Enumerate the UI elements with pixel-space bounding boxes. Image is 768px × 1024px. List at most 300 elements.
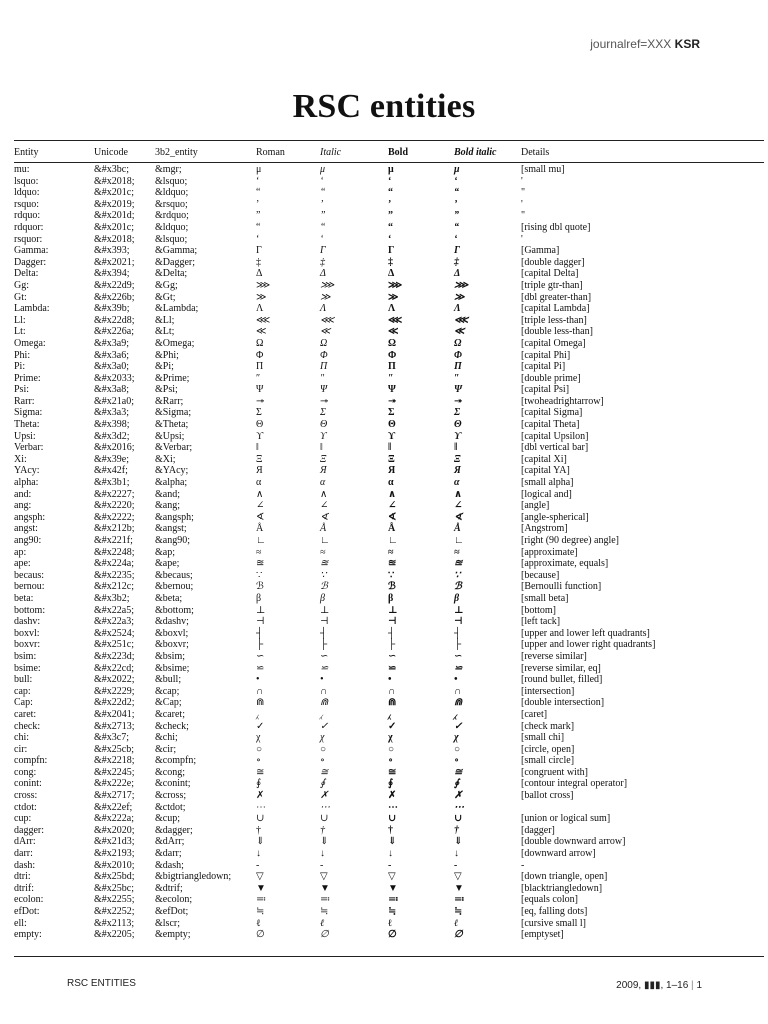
roman-glyph: “	[256, 221, 261, 233]
italic-glyph: Ω	[320, 337, 328, 349]
unicode-cell: &#x2713;	[94, 720, 135, 732]
b2-entity-cell: &Gamma;	[155, 245, 198, 257]
entity-cell: rsquo:	[14, 198, 39, 210]
details-cell: '	[521, 175, 523, 187]
italic-glyph: ‘	[320, 233, 324, 245]
b2-entity-cell: &check;	[155, 720, 189, 732]
italic-glyph: ‘	[320, 175, 324, 187]
details-cell: [double dagger]	[521, 256, 585, 268]
roman-glyph: ⋍	[256, 662, 265, 674]
roman-glyph: μ	[256, 164, 262, 175]
italic-glyph: ▼	[320, 882, 330, 894]
unicode-cell: &#x2022;	[94, 674, 135, 686]
entity-cell: bsim:	[14, 650, 37, 662]
italic-glyph: β	[320, 592, 325, 604]
b2-entity-cell: &empty;	[155, 929, 191, 941]
bold-italic-glyph: ‘	[454, 233, 458, 245]
bold-glyph: ⋯	[388, 801, 398, 813]
unicode-cell: &#x3a3;	[94, 407, 129, 419]
table-row	[0, 396, 768, 408]
table-header	[0, 145, 768, 159]
roman-glyph: ○	[256, 743, 263, 755]
entity-cell: boxvl:	[14, 627, 40, 639]
table-row	[0, 210, 768, 222]
unicode-cell: &#x2218;	[94, 755, 135, 767]
bold-glyph: ”	[388, 210, 393, 222]
roman-glyph: ▽	[256, 871, 264, 883]
unicode-cell: &#x201c;	[94, 221, 134, 233]
details-cell: [capital Phi]	[521, 349, 571, 361]
roman-glyph: ⊥	[256, 604, 266, 616]
bold-glyph: ≪	[388, 326, 399, 338]
unicode-cell: &#x2033;	[94, 372, 135, 384]
unicode-cell: &#x25bd;	[94, 871, 135, 883]
entity-cell: Upsi:	[14, 430, 36, 442]
b2-entity-cell: &bernou;	[155, 581, 194, 593]
b2-entity-cell: &angst;	[155, 523, 187, 535]
bold-italic-glyph: Δ	[454, 268, 461, 280]
details-cell: [circle, open]	[521, 743, 575, 755]
details-cell: [upper and lower right quadrants]	[521, 639, 656, 651]
table-row	[0, 929, 768, 941]
entity-cell: rdquor:	[14, 221, 44, 233]
b2-entity-cell: &Rarr;	[155, 395, 184, 407]
entity-cell: angst:	[14, 523, 38, 535]
details-cell: [capital YA]	[521, 465, 570, 477]
table-row	[0, 373, 768, 385]
roman-glyph: ≅	[256, 766, 265, 778]
entity-cell: Gg:	[14, 279, 29, 291]
italic-glyph: •	[320, 674, 324, 686]
footer-citation	[616, 980, 702, 991]
unicode-cell: &#x2205;	[94, 929, 135, 941]
entity-cell: ldquo:	[14, 187, 40, 199]
unicode-cell: &#x221f;	[94, 535, 133, 546]
unicode-cell: &#x3bc;	[94, 164, 129, 175]
bold-italic-glyph: ”	[454, 210, 459, 222]
italic-glyph: ∧	[320, 488, 328, 500]
entity-cell: dashv:	[14, 616, 41, 628]
roman-glyph: ∧	[256, 488, 264, 500]
unicode-cell: &#x2018;	[94, 233, 135, 245]
details-cell: [downward arrow]	[521, 848, 596, 860]
b2-entity-cell: &cong;	[155, 766, 185, 778]
details-cell: [upper and lower left quadrants]	[521, 627, 650, 639]
bold-glyph: ┤	[388, 627, 396, 639]
details-cell: [capital Sigma]	[521, 407, 583, 419]
bold-glyph: β	[388, 592, 394, 604]
table-row	[0, 674, 768, 686]
italic-glyph: ○	[320, 743, 327, 755]
italic-glyph: ∩	[320, 685, 328, 697]
italic-glyph: Σ	[320, 407, 326, 419]
bold-glyph: α	[388, 477, 394, 489]
details-cell: '	[521, 233, 523, 245]
details-cell: [intersection]	[521, 685, 575, 697]
bold-italic-glyph: χ	[454, 732, 459, 744]
roman-glyph: †	[256, 824, 261, 836]
table-row	[0, 593, 768, 605]
unicode-cell: &#x42f;	[94, 465, 128, 477]
italic-glyph: ”	[320, 210, 326, 222]
unicode-cell: &#x394;	[94, 268, 130, 280]
bold-italic-glyph: ⊥	[454, 604, 464, 616]
roman-glyph: ″	[256, 372, 261, 384]
entity-cell: ctdot:	[14, 801, 37, 813]
entity-cell: bsime:	[14, 662, 41, 674]
details-cell: [small beta]	[521, 592, 569, 604]
entity-cell: caret:	[14, 708, 37, 720]
italic-glyph: ϒ	[320, 430, 327, 442]
b2-entity-cell: &conint;	[155, 778, 191, 790]
italic-glyph: ⋘	[320, 314, 335, 326]
b2-entity-cell: &lsquo;	[155, 175, 188, 187]
unicode-cell: &#x2235;	[94, 569, 135, 581]
bold-italic-glyph: Θ	[454, 419, 462, 431]
bold-glyph: ≈	[388, 546, 394, 558]
italic-glyph: ⋙	[320, 279, 335, 291]
bold-italic-glyph: ϒ	[454, 430, 462, 442]
bold-italic-glyph: ∘	[454, 755, 460, 767]
bold-italic-glyph: ‡	[454, 256, 459, 268]
details-cell: [blacktriangledown]	[521, 882, 603, 894]
bold-italic-glyph: ∵	[454, 569, 461, 581]
roman-glyph: ‖	[256, 442, 259, 454]
bold-italic-glyph: ▼	[454, 882, 464, 894]
b2-entity-cell: &dArr;	[155, 836, 185, 848]
page-number: 1	[696, 980, 702, 991]
b2-entity-cell: &lscr;	[155, 917, 180, 929]
table-row	[0, 836, 768, 848]
bold-italic-glyph: ⋒	[454, 697, 463, 709]
unicode-cell: &#x2193;	[94, 848, 135, 860]
column-header-bold-italic: Bold italic	[454, 147, 497, 158]
roman-glyph: ∮	[256, 778, 262, 790]
entity-cell: Phi:	[14, 349, 31, 361]
bold-glyph: ‖	[388, 442, 392, 454]
table-row	[0, 315, 768, 327]
bold-glyph: ∽	[388, 650, 397, 662]
table-row	[0, 234, 768, 246]
unicode-cell: &#x22ef;	[94, 801, 133, 813]
italic-glyph: ≕	[320, 894, 331, 906]
b2-entity-cell: &efDot;	[155, 906, 189, 917]
roman-glyph: ‡	[256, 256, 261, 268]
bold-glyph: ‘	[388, 175, 392, 187]
bold-italic-glyph: ○	[454, 743, 461, 755]
entity-cell: rsquor:	[14, 233, 43, 245]
entity-cell: Ll:	[14, 314, 26, 326]
bold-glyph: ⁁	[388, 708, 391, 720]
entity-cell: Verbar:	[14, 442, 44, 454]
table-row	[0, 176, 768, 188]
table-row	[0, 628, 768, 640]
table-row	[0, 512, 768, 524]
unicode-cell: &#x226a;	[94, 326, 134, 338]
bold-italic-glyph: ∮	[454, 778, 460, 790]
b2-entity-cell: &Lambda;	[155, 303, 199, 315]
bold-glyph: Θ	[388, 419, 396, 431]
italic-glyph: ⁁	[320, 708, 323, 720]
unicode-cell: &#x2255;	[94, 894, 135, 906]
entity-cell: compfn:	[14, 755, 48, 767]
table-row	[0, 767, 768, 779]
roman-glyph: ∠	[256, 500, 265, 512]
unicode-cell: &#x3c7;	[94, 732, 129, 744]
bold-glyph: ∅	[388, 929, 397, 941]
b2-entity-cell: &ldquo;	[155, 187, 189, 199]
unicode-cell: &#x3d2;	[94, 430, 130, 442]
italic-glyph: ≈	[320, 546, 326, 558]
roman-glyph: ∅	[256, 929, 265, 941]
italic-glyph: ∮	[320, 778, 326, 790]
unicode-cell: &#x2021;	[94, 256, 135, 268]
b2-entity-cell: &angsph;	[155, 511, 194, 523]
b2-entity-cell: &Gt;	[155, 291, 176, 303]
entity-cell: cup:	[14, 813, 32, 825]
details-cell: [double prime]	[521, 372, 581, 384]
roman-glyph: Λ	[256, 303, 264, 315]
footer-running-title: RSC ENTITIES	[67, 978, 136, 989]
column-header-details: Details	[521, 147, 550, 158]
roman-glyph: ├	[256, 639, 264, 651]
table-row	[0, 523, 768, 535]
bold-italic-glyph: ≪	[454, 326, 465, 338]
bold-italic-glyph: ≕	[454, 894, 465, 906]
bold-italic-glyph: ▽	[454, 871, 462, 883]
roman-glyph: ’	[256, 198, 260, 210]
details-cell: [union or logical sum]	[521, 813, 611, 825]
italic-glyph: Θ	[320, 419, 328, 431]
b2-entity-cell: &Pi;	[155, 361, 174, 373]
bold-italic-glyph: “	[454, 187, 459, 199]
b2-entity-cell: &cross;	[155, 790, 187, 802]
italic-glyph: ∅	[320, 929, 329, 941]
bold-glyph: ∪	[388, 813, 397, 825]
table-row	[0, 871, 768, 883]
roman-glyph: ⋙	[256, 279, 271, 291]
table-top-rule	[14, 140, 764, 141]
bold-glyph: ⋍	[388, 662, 397, 674]
table-row	[0, 860, 768, 872]
bold-glyph: Ξ	[388, 453, 395, 465]
unicode-cell: &#x2222;	[94, 511, 135, 523]
italic-glyph: ’	[320, 198, 324, 210]
details-cell: [small alpha]	[521, 477, 574, 489]
unicode-cell: &#x3b1;	[94, 477, 130, 489]
unicode-cell: &#x21d3;	[94, 836, 135, 848]
italic-glyph: Φ	[320, 349, 328, 361]
b2-entity-cell: &bigtriangledown;	[155, 871, 232, 883]
italic-glyph: ℓ	[320, 917, 325, 929]
bold-glyph: “	[388, 221, 393, 233]
italic-glyph: ‐	[320, 859, 324, 871]
italic-glyph: ℬ	[320, 581, 328, 593]
bold-italic-glyph: ⁁	[454, 708, 457, 720]
bold-italic-glyph: ℬ	[454, 581, 462, 593]
table-row	[0, 303, 768, 315]
details-cell: [equals colon]	[521, 894, 578, 906]
column-header-unicode: Unicode	[94, 147, 128, 158]
bold-italic-glyph: ∧	[454, 488, 463, 500]
table-row	[0, 535, 768, 547]
details-cell: '	[521, 198, 523, 210]
b2-entity-cell: &rdquo;	[155, 210, 189, 222]
details-cell: [small chi]	[521, 732, 565, 744]
b2-entity-cell: &Gg;	[155, 279, 178, 291]
details-cell: [dagger]	[521, 824, 555, 836]
roman-glyph: Γ	[256, 245, 262, 257]
italic-glyph: ⊣	[320, 616, 329, 628]
table-row	[0, 581, 768, 593]
b2-entity-cell: &cir;	[155, 743, 177, 755]
entity-cell: conint:	[14, 778, 42, 790]
b2-entity-cell: &Sigma;	[155, 407, 192, 419]
b2-entity-cell: &rsquo;	[155, 198, 188, 210]
italic-glyph: ‡	[320, 256, 325, 268]
unicode-cell: &#x222a;	[94, 813, 134, 825]
bold-glyph: ⋘	[388, 314, 403, 326]
bold-italic-glyph: Ψ	[454, 384, 462, 396]
table-row	[0, 407, 768, 419]
unicode-cell: &#x226b;	[94, 291, 135, 303]
bold-italic-glyph: “	[454, 221, 459, 233]
b2-entity-cell: &ecolon;	[155, 894, 193, 906]
bold-italic-glyph: ″	[454, 372, 460, 384]
details-cell: [round bullet, filled]	[521, 674, 603, 686]
italic-glyph: Γ	[320, 245, 326, 257]
bold-glyph: ├	[388, 639, 396, 651]
b2-entity-cell: &Dagger;	[155, 256, 195, 268]
entity-cell: bull:	[14, 674, 33, 686]
bold-glyph: ∮	[388, 778, 394, 790]
table-row	[0, 778, 768, 790]
details-cell: [capital Psi]	[521, 384, 570, 396]
italic-glyph: ↓	[320, 848, 325, 860]
bold-glyph: ‡	[388, 256, 393, 268]
entity-cell: cross:	[14, 790, 38, 802]
details-cell: [capital Omega]	[521, 337, 586, 349]
journal-header	[590, 37, 700, 51]
entity-cell: rdquo:	[14, 210, 41, 222]
italic-glyph: ⋯	[320, 801, 330, 813]
unicode-cell: &#x3a9;	[94, 337, 129, 349]
bold-glyph: ≕	[388, 894, 399, 906]
entity-cell: lsquo:	[14, 175, 39, 187]
table-row	[0, 489, 768, 501]
bold-italic-glyph: ✓	[454, 720, 463, 732]
roman-glyph: ≪	[256, 326, 267, 338]
entity-cell: becaus:	[14, 569, 44, 581]
roman-glyph: ∪	[256, 813, 265, 825]
roman-glyph: Ψ	[256, 384, 264, 396]
table-row	[0, 894, 768, 906]
b2-entity-cell: &mgr;	[155, 164, 182, 175]
table-row	[0, 918, 768, 930]
footer-separator: |	[691, 980, 694, 991]
italic-glyph: ┤	[320, 627, 328, 639]
roman-glyph: ↠	[256, 395, 265, 407]
details-cell: [emptyset]	[521, 929, 564, 941]
italic-glyph: ⇓	[320, 836, 329, 848]
table-row	[0, 755, 768, 767]
roman-glyph: ‐	[256, 859, 260, 871]
column-header-italic: Italic	[320, 147, 342, 158]
bold-glyph: ✓	[388, 720, 397, 732]
unicode-cell: &#x224a;	[94, 558, 134, 570]
roman-glyph: Ω	[256, 337, 264, 349]
bold-italic-glyph: ✗	[454, 790, 463, 802]
unicode-cell: &#x222e;	[94, 778, 134, 790]
entity-cell: empty:	[14, 929, 42, 941]
bold-italic-glyph: Φ	[454, 349, 462, 361]
table-row	[0, 361, 768, 373]
page-title: RSC entities	[292, 88, 476, 125]
roman-glyph: ≈	[256, 546, 262, 558]
bold-glyph: ’	[388, 198, 392, 210]
italic-glyph: ∢	[320, 511, 329, 523]
b2-entity-cell: &ctdot;	[155, 801, 186, 813]
table-row	[0, 350, 768, 362]
b2-entity-cell: &lsquo;	[155, 233, 188, 245]
b2-entity-cell: &Theta;	[155, 419, 189, 431]
bold-glyph: ≅	[388, 766, 397, 778]
column-header-roman: Roman	[256, 147, 285, 158]
table-row	[0, 732, 768, 744]
b2-entity-cell: &ang90;	[155, 535, 190, 546]
italic-glyph: ∵	[320, 569, 327, 581]
unicode-cell: &#x3a6;	[94, 349, 129, 361]
italic-glyph: ‖	[320, 442, 323, 454]
italic-glyph: ✓	[320, 720, 329, 732]
details-cell: [ballot cross]	[521, 790, 574, 802]
italic-glyph: ∽	[320, 650, 329, 662]
footer-citation-text: 2009, ▮▮▮, 1–16	[616, 980, 689, 991]
entity-cell: Gamma:	[14, 245, 49, 257]
roman-glyph: ”	[256, 210, 261, 222]
bold-glyph: Å	[388, 523, 396, 535]
b2-entity-cell: &ape;	[155, 558, 180, 570]
bold-glyph: ⋙	[388, 279, 403, 291]
italic-glyph: †	[320, 824, 325, 836]
italic-glyph: ≪	[320, 326, 331, 338]
bold-glyph: ″	[388, 372, 394, 384]
details-cell: [down triangle, open]	[521, 871, 608, 883]
details-cell: [reverse similar]	[521, 650, 587, 662]
italic-glyph: ⋒	[320, 697, 329, 709]
details-cell: [dbl greater-than]	[521, 291, 592, 303]
details-cell: [small circle]	[521, 755, 575, 767]
table-row	[0, 813, 768, 825]
roman-glyph: ⊣	[256, 616, 265, 628]
unicode-cell: &#x2041;	[94, 708, 135, 720]
b2-entity-cell: &bottom;	[155, 604, 194, 616]
italic-glyph: “	[320, 187, 326, 199]
roman-glyph: ℬ	[256, 581, 264, 593]
unicode-cell: &#x201c;	[94, 187, 134, 199]
bold-italic-glyph: ≒	[454, 906, 463, 917]
entity-cell: bernou:	[14, 581, 45, 593]
bold-glyph: Σ	[388, 407, 395, 419]
bold-italic-glyph: ⋙	[454, 279, 469, 291]
bold-italic-glyph: Σ	[454, 407, 461, 419]
unicode-cell: &#x2018;	[94, 175, 135, 187]
entity-cell: Theta:	[14, 419, 40, 431]
bold-italic-glyph: Ω	[454, 337, 462, 349]
details-cell: [right (90 degree) angle]	[521, 535, 620, 546]
details-cell: [capital Theta]	[521, 419, 580, 431]
roman-glyph: ≒	[256, 906, 265, 917]
